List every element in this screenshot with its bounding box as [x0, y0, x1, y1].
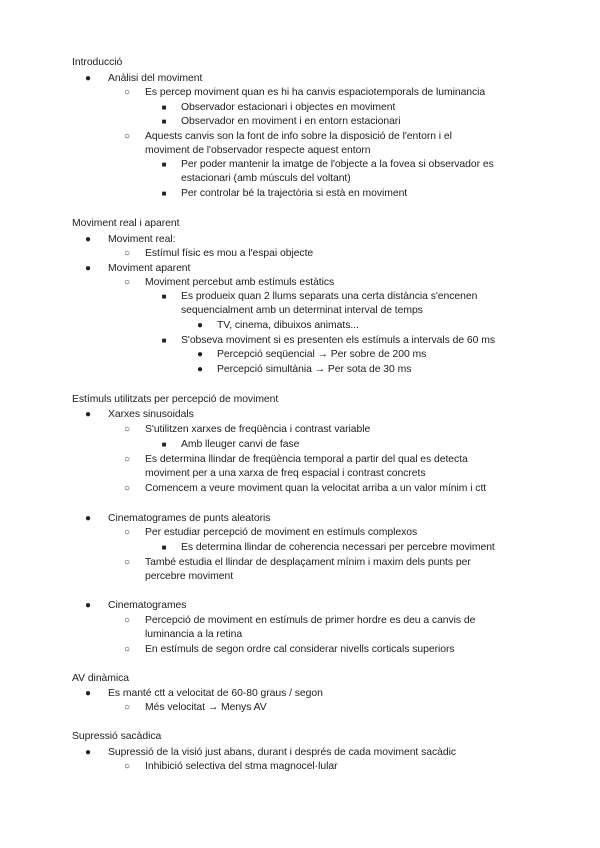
hollow-circle-bullet-icon: ○ — [123, 454, 131, 465]
list-item-text: En estímuls de segon ordre cal considerar nivells corticals superiors — [145, 644, 455, 655]
filled-circle-bullet-icon: ● — [84, 263, 92, 274]
list-item-text: Amb lleuger canvi de fase — [181, 439, 300, 450]
list-item-text: Es manté ctt a velocitat de 60-80 graus / segon — [108, 688, 323, 699]
square-bullet-icon: ■ — [161, 160, 167, 169]
list-item-text: sequencialment amb un determinat interval de temps — [181, 305, 423, 316]
list-item-text: Moviment aparent — [108, 263, 191, 274]
list-item-text: Per poder mantenir la imatge de l'objecte a la fovea si observador es — [181, 159, 494, 170]
list-item-text: Més velocitat → Menys AV — [145, 702, 267, 713]
list-item-text: TV, cinema, dibuixos animats... — [217, 320, 359, 331]
list-item-text: Es determina llindar de freqüència temporal a partir del qual es detecta — [145, 454, 468, 465]
hollow-circle-bullet-icon: ○ — [123, 702, 131, 713]
filled-circle-bullet-icon: ● — [84, 73, 92, 84]
hollow-circle-bullet-icon: ○ — [123, 248, 131, 259]
list-item-text: Es determina llindar de coherencia necessari per percebre moviment — [181, 542, 495, 553]
list-item-text: Comencem a veure moviment quan la velocitat arriba a un valor mínim i ctt — [145, 483, 487, 494]
section-heading: Supressió sacàdica — [72, 731, 162, 742]
hollow-circle-bullet-icon: ○ — [123, 483, 131, 494]
hollow-circle-bullet-icon: ○ — [123, 761, 131, 772]
list-item-text: Percepció de moviment en estímuls de primer hordre es deu a canvis de — [145, 615, 476, 626]
hollow-circle-bullet-icon: ○ — [123, 131, 131, 142]
list-item-text: Xarxes sinusoidals — [108, 409, 194, 420]
hollow-circle-bullet-icon: ○ — [123, 424, 131, 435]
hollow-circle-bullet-icon: ○ — [123, 557, 131, 568]
list-item-text: Observador en moviment i en entorn estacionari — [181, 116, 401, 127]
square-bullet-icon: ■ — [161, 117, 167, 126]
filled-circle-bullet-icon: ● — [196, 320, 204, 331]
section-heading: Moviment real i aparent — [72, 218, 180, 229]
list-item-text: moviment per a una xarxa de freq espacial i contrast concrets — [145, 468, 426, 479]
filled-circle-bullet-icon: ● — [84, 747, 92, 758]
square-bullet-icon: ■ — [161, 440, 167, 449]
list-item-text: Per estudiar percepció de moviment en estímuls complexos — [145, 527, 418, 538]
list-item-text: estacionari (amb músculs del voltant) — [181, 173, 351, 184]
list-item-text: Inhibició selectiva del stma magnocel·lular — [145, 761, 338, 772]
section-heading: AV dinàmica — [72, 673, 130, 684]
list-item-text: Observador estacionari i objectes en moviment — [181, 102, 396, 113]
list-item-text: Aquests canvis son la font de info sobre la disposició de l'entorn i el — [145, 131, 452, 142]
section-heading: Introducció — [72, 57, 123, 68]
list-item-text: Percepció simultània → Per sota de 30 ms — [217, 364, 412, 375]
square-bullet-icon: ■ — [161, 103, 167, 112]
list-item-text: Moviment real: — [108, 234, 176, 245]
filled-circle-bullet-icon: ● — [84, 688, 92, 699]
list-item-text: S'obseva moviment si es presenten els estímuls a intervals de 60 ms — [181, 335, 495, 346]
list-item-text: Anàlisi del moviment — [108, 73, 203, 84]
list-item-text: Per controlar bé la trajectòria si està en moviment — [181, 188, 408, 199]
filled-circle-bullet-icon: ● — [196, 364, 204, 375]
filled-circle-bullet-icon: ● — [84, 600, 92, 611]
filled-circle-bullet-icon: ● — [196, 349, 204, 360]
list-item-text: Supressió de la visió just abans, durant i després de cada moviment sacàdic — [108, 747, 456, 758]
list-item-text: Es produeix quan 2 llums separats una certa distància s'encenen — [181, 291, 478, 302]
list-item-text: Estímul físic es mou a l'espai objecte — [145, 248, 314, 259]
filled-circle-bullet-icon: ● — [84, 513, 92, 524]
hollow-circle-bullet-icon: ○ — [123, 615, 131, 626]
hollow-circle-bullet-icon: ○ — [123, 644, 131, 655]
list-item-text: Cinematogrames — [108, 600, 187, 611]
list-item-text: luminancia a la retina — [145, 629, 243, 640]
filled-circle-bullet-icon: ● — [84, 234, 92, 245]
square-bullet-icon: ■ — [161, 189, 167, 198]
list-item-text: Cinematogrames de punts aleatoris — [108, 513, 271, 524]
section-heading: Estímuls utilitzats per percepció de moviment — [72, 394, 279, 405]
hollow-circle-bullet-icon: ○ — [123, 277, 131, 288]
hollow-circle-bullet-icon: ○ — [123, 527, 131, 538]
square-bullet-icon: ■ — [161, 336, 167, 345]
filled-circle-bullet-icon: ● — [84, 409, 92, 420]
list-item-text: percebre moviment — [145, 571, 234, 582]
square-bullet-icon: ■ — [161, 543, 167, 552]
list-item-text: Percepció seqüencial → Per sobre de 200 ms — [217, 349, 427, 360]
list-item-text: S'utilitzen xarxes de freqüència i contrast variable — [145, 424, 371, 435]
list-item-text: També estudia el llindar de desplaçament mínim i maxim dels punts per — [145, 557, 471, 568]
list-item-text: Moviment percebut amb estímuls estàtics — [145, 277, 335, 288]
hollow-circle-bullet-icon: ○ — [123, 87, 131, 98]
list-item-text: moviment de l'observador respecte aquest entorn — [145, 145, 371, 156]
list-item-text: Es percep moviment quan es hi ha canvis espaciotemporals de luminancia — [145, 87, 486, 98]
square-bullet-icon: ■ — [161, 292, 167, 301]
